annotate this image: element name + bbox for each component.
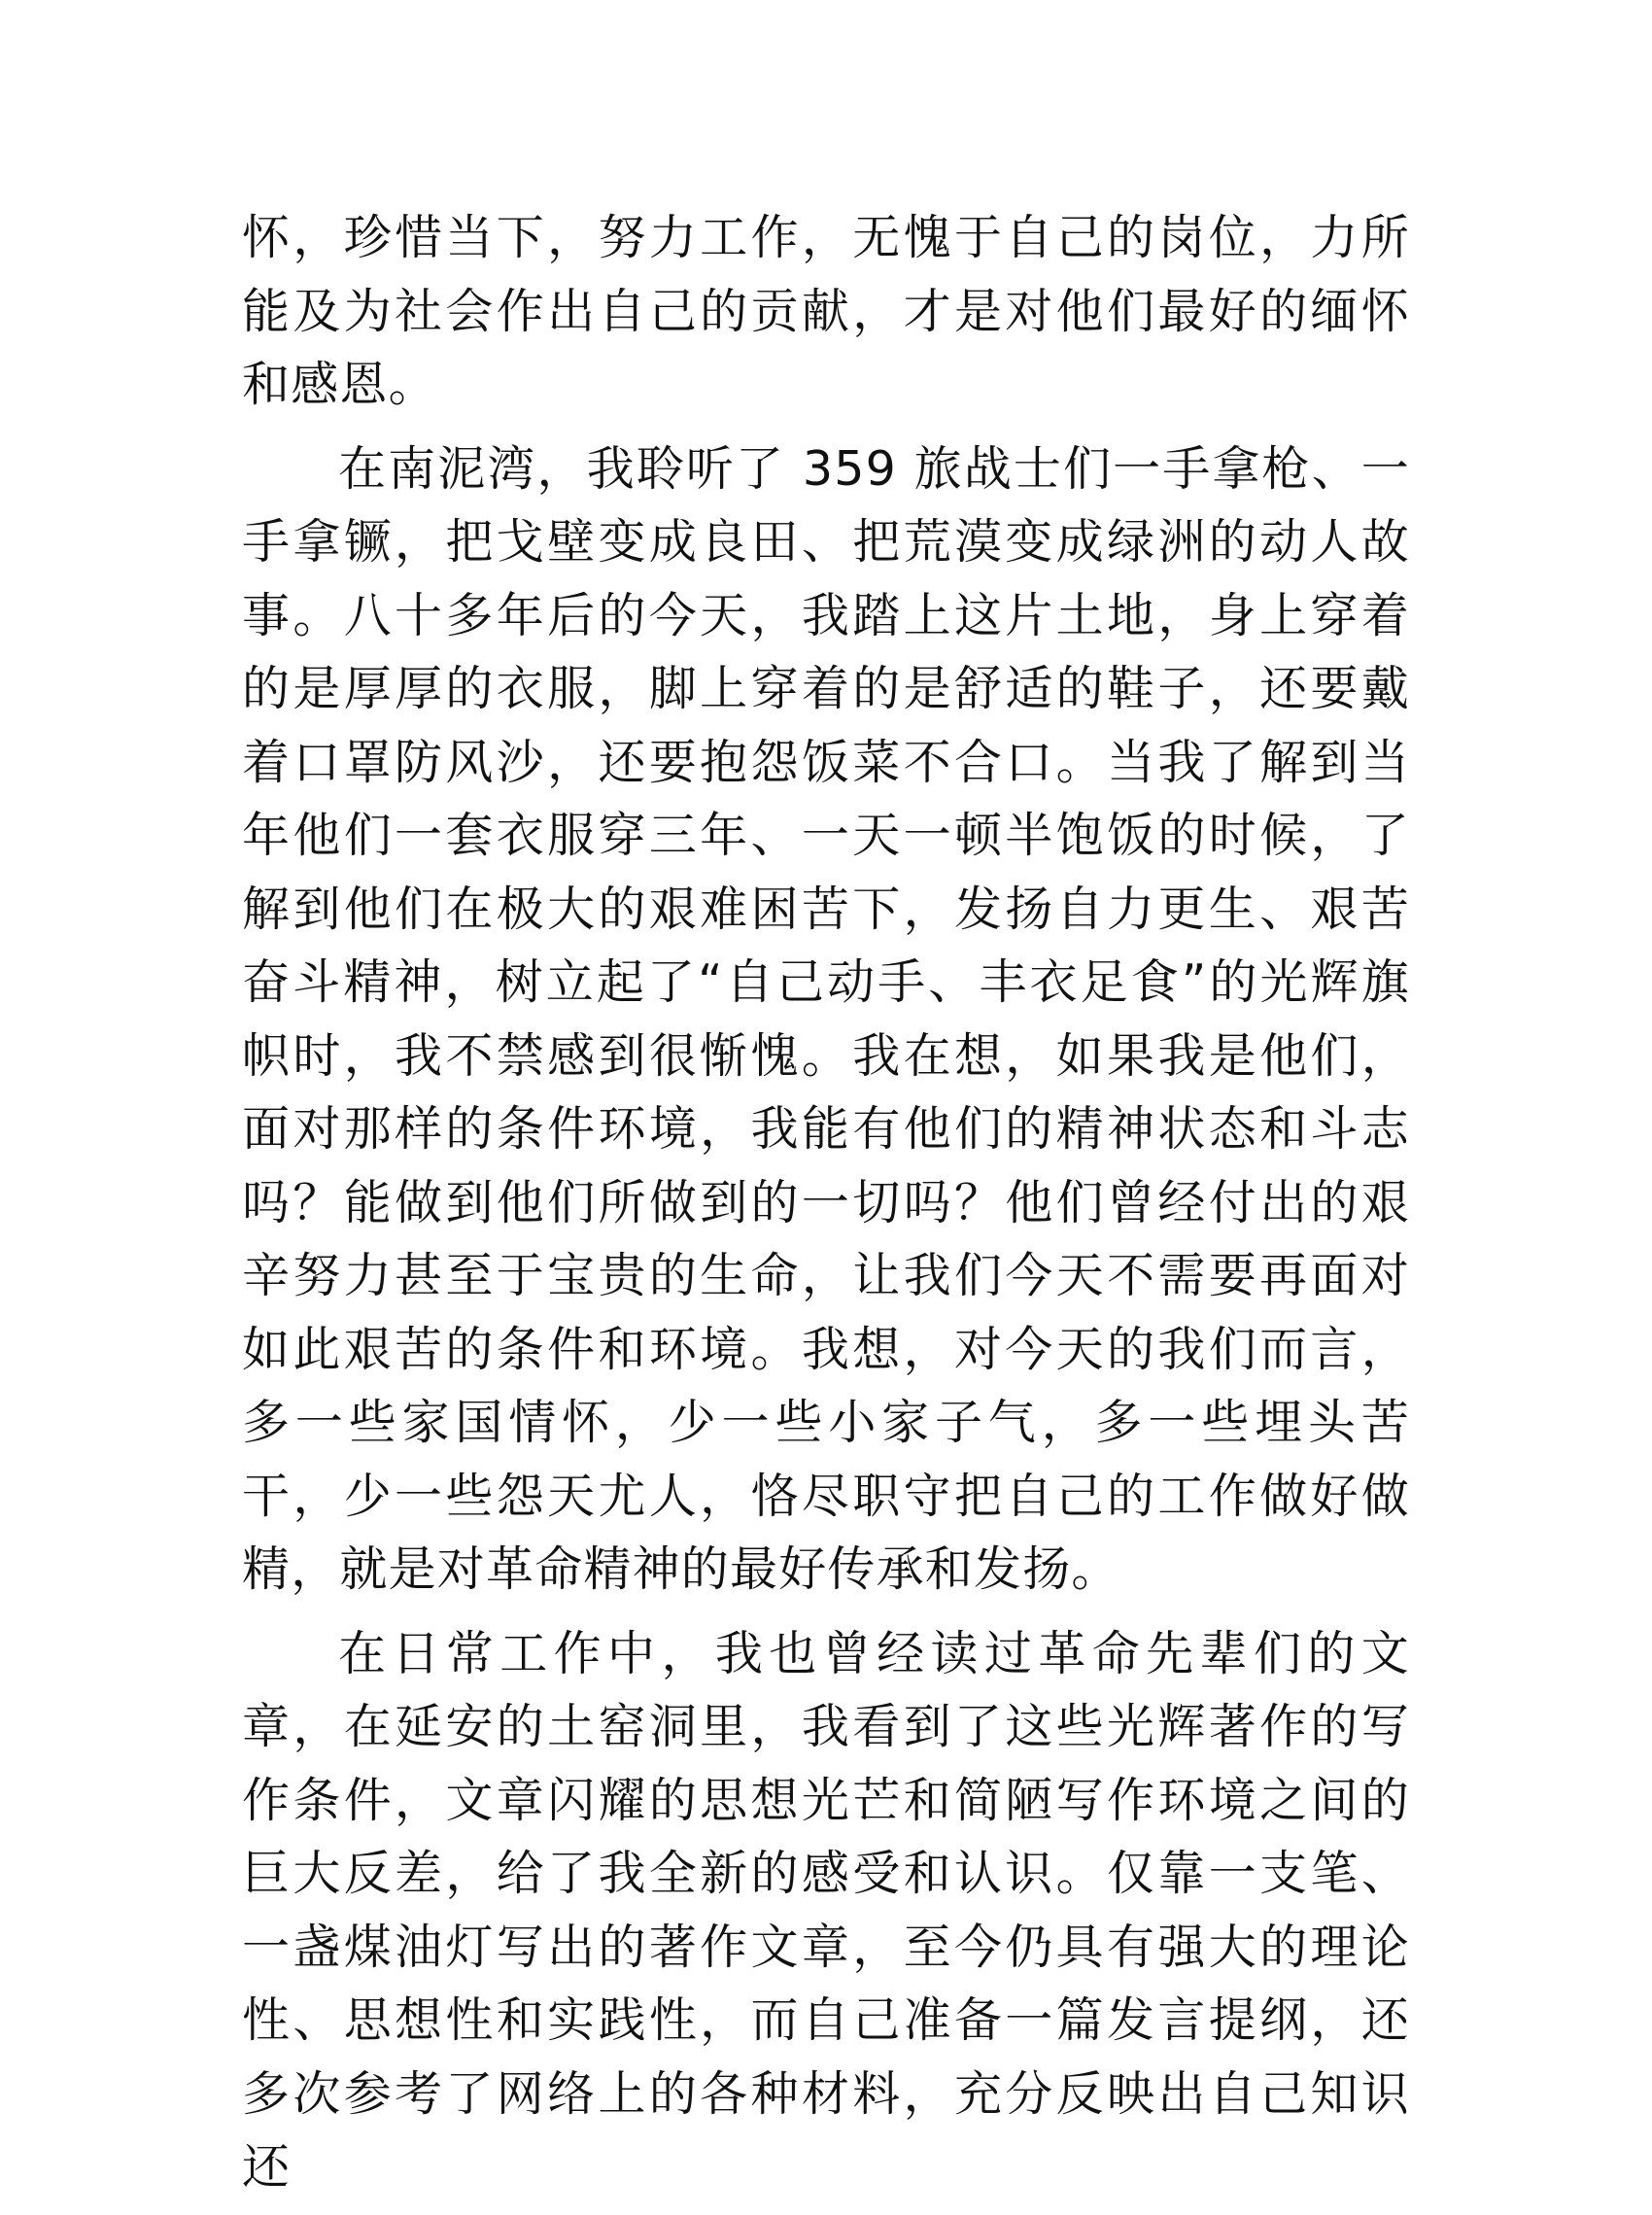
paragraph-continuation: 怀，珍惜当下，努力工作，无愧于自己的岗位，力所能及为社会作出自己的贡献，才是对他们最好的缅怀和感恩。 <box>242 210 1410 412</box>
paragraph-nanniwan: 在南泥湾，我聆听了 359 旅战士们一手拿枪、一手拿镢，把戈壁变成良田、把荒漠变成绿洲的动人故事。八十多年后的今天，我踏上这片土地，身上穿着的是厚厚的衣服，脚上穿着的是舒适的鞋子，还要戴着口罩防风沙，还要抱怨饭菜不合口。当我了解到当年他们一套衣服穿三年、一天一顿半饱饭的时候，了解到他们在极大的艰难困苦下，发扬自力更生、艰苦奋斗精神，树立起了“自己动手、丰衣足食”的光辉旗帜时，我不禁感到很惭愧。我在想，如果我是他们，面对那样的条件环境，我能有他们的精神状态和斗志吗？能做到他们所做到的一切吗？他们曾经付出的艰辛努力甚至于宝贵的生命，让我们今天不需要再面对如此艰苦的条件和环境。我想，对今天的我们而言，多一些家国情怀，少一些小家子气，多一些埋头苦干，少一些怨天尤人，恪尽职守把自己的工作做好做精，就是对革命精神的最好传承和发扬。 <box>242 440 1410 1597</box>
document-body <box>242 201 1410 2215</box>
paragraph-daily-work: 在日常工作中，我也曾经读过革命先辈们的文章，在延安的土窑洞里，我看到了这些光辉著作的写作条件，文章闪耀的思想光芒和简陋写作环境之间的巨大反差，给了我全新的感受和认识。仅靠一支笔、一盏煤油灯写出的著作文章，至今仍具有强大的理论性、思想性和实践性，而自己准备一篇发言提纲，还多次参考了网络上的各种材料，充分反映出自己知识还 <box>242 1625 1410 2195</box>
